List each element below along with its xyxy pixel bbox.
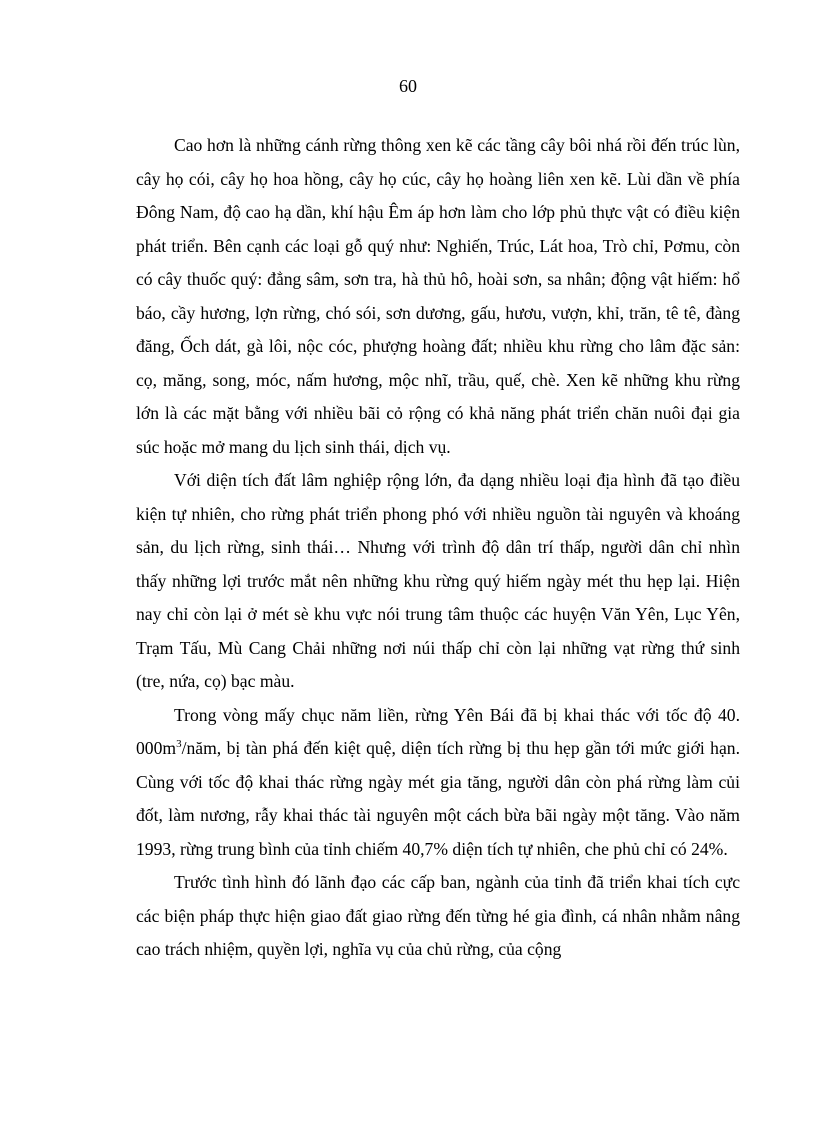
paragraph-exploitation [136, 699, 740, 867]
body-text [136, 129, 740, 967]
cubic-superscript: 3 [176, 738, 182, 751]
paragraph-exploitation-rest: /năm, bị tàn phá đến kiệt quệ, diện tích rừng bị thu hẹp gần tới mức giới hạn. Cùng với tốc độ khai thác rừng ngày mét gia tăng, người dân còn phá rừng làm củi đốt, làm nương, rẫy khai thác tài nguyên một cách bừa bãi ngày một tăng. Vào năm 1993, rừng trung bình của tỉnh chiếm 40,7% diện tích tự nhiên, che phủ chỉ có 24%. [136, 738, 740, 859]
paragraph-forest-land: Với diện tích đất lâm nghiệp rộng lớn, đa dạng nhiều loại địa hình đã tạo điều kiện tự nhiên, cho rừng phát triển phong phó với nhiều nguồn tài nguyên và khoáng sản, du lịch rừng, sinh thái… Nhưng với trình độ dân trí thấp, người dân chỉ nhìn thấy những lợi trước mắt nên những khu rừng quý hiếm ngày mét thu hẹp lại. Hiện nay chỉ còn lại ở mét sè khu vực nói trung tâm thuộc các huyện Văn Yên, Lục Yên, Trạm Tấu, Mù Cang Chải những nơi núi thấp chỉ còn lại những vạt rừng thứ sinh (tre, nứa, cọ) bạc màu. [136, 470, 740, 691]
paragraph-vegetation: Cao hơn là những cánh rừng thông xen kẽ các tầng cây bôi nhá rồi đến trúc lùn, cây họ cói, cây họ hoa hồng, cây họ cúc, cây họ hoàng liên xen kẽ. Lùi dần về phía Đông Nam, độ cao hạ dần, khí hậu Êm áp hơn làm cho lớp phủ thực vật có điều kiện phát triển. Bên cạnh các loại gỗ quý như: Nghiến, Trúc, Lát hoa, Trò chỉ, Pơmu, còn có cây thuốc quý: đẳng sâm, sơn tra, hà thủ hô, hoài sơn, sa nhân; động vật hiếm: hổ báo, cầy hương, lợn rừng, chó sói, sơn dương, gấu, hươu, vượn, khỉ, trăn, tê tê, đàng đăng, Ốch dát, gà lôi, nộc cóc, phượng hoàng đất; nhiều khu rừng cho lâm đặc sản: cọ, măng, song, móc, nấm hương, mộc nhĩ, trầu, quế, chè. Xen kẽ những khu rừng lớn là các mặt bằng với nhiều bãi cỏ rộng có khả năng phát triển chăn nuôi đại gia súc hoặc mở mang du lịch sinh thái, dịch vụ. [136, 135, 740, 457]
paragraph-exploitation-start: Trong vòng mấy chục năm liền, rừng Yên Bái đã bị khai thác với tốc độ 40. 000m [136, 704, 740, 758]
page-number: 60 [399, 76, 417, 96]
paragraph-land-allocation: Trước tình hình đó lãnh đạo các cấp ban, ngành của tỉnh đã triển khai tích cực các biện pháp thực hiện giao đất giao rừng đến từng hé gia đình, cá nhân nhằm nâng cao trách nhiệm, quyền lợi, nghĩa vụ của chủ rừng, của cộng [136, 872, 740, 959]
